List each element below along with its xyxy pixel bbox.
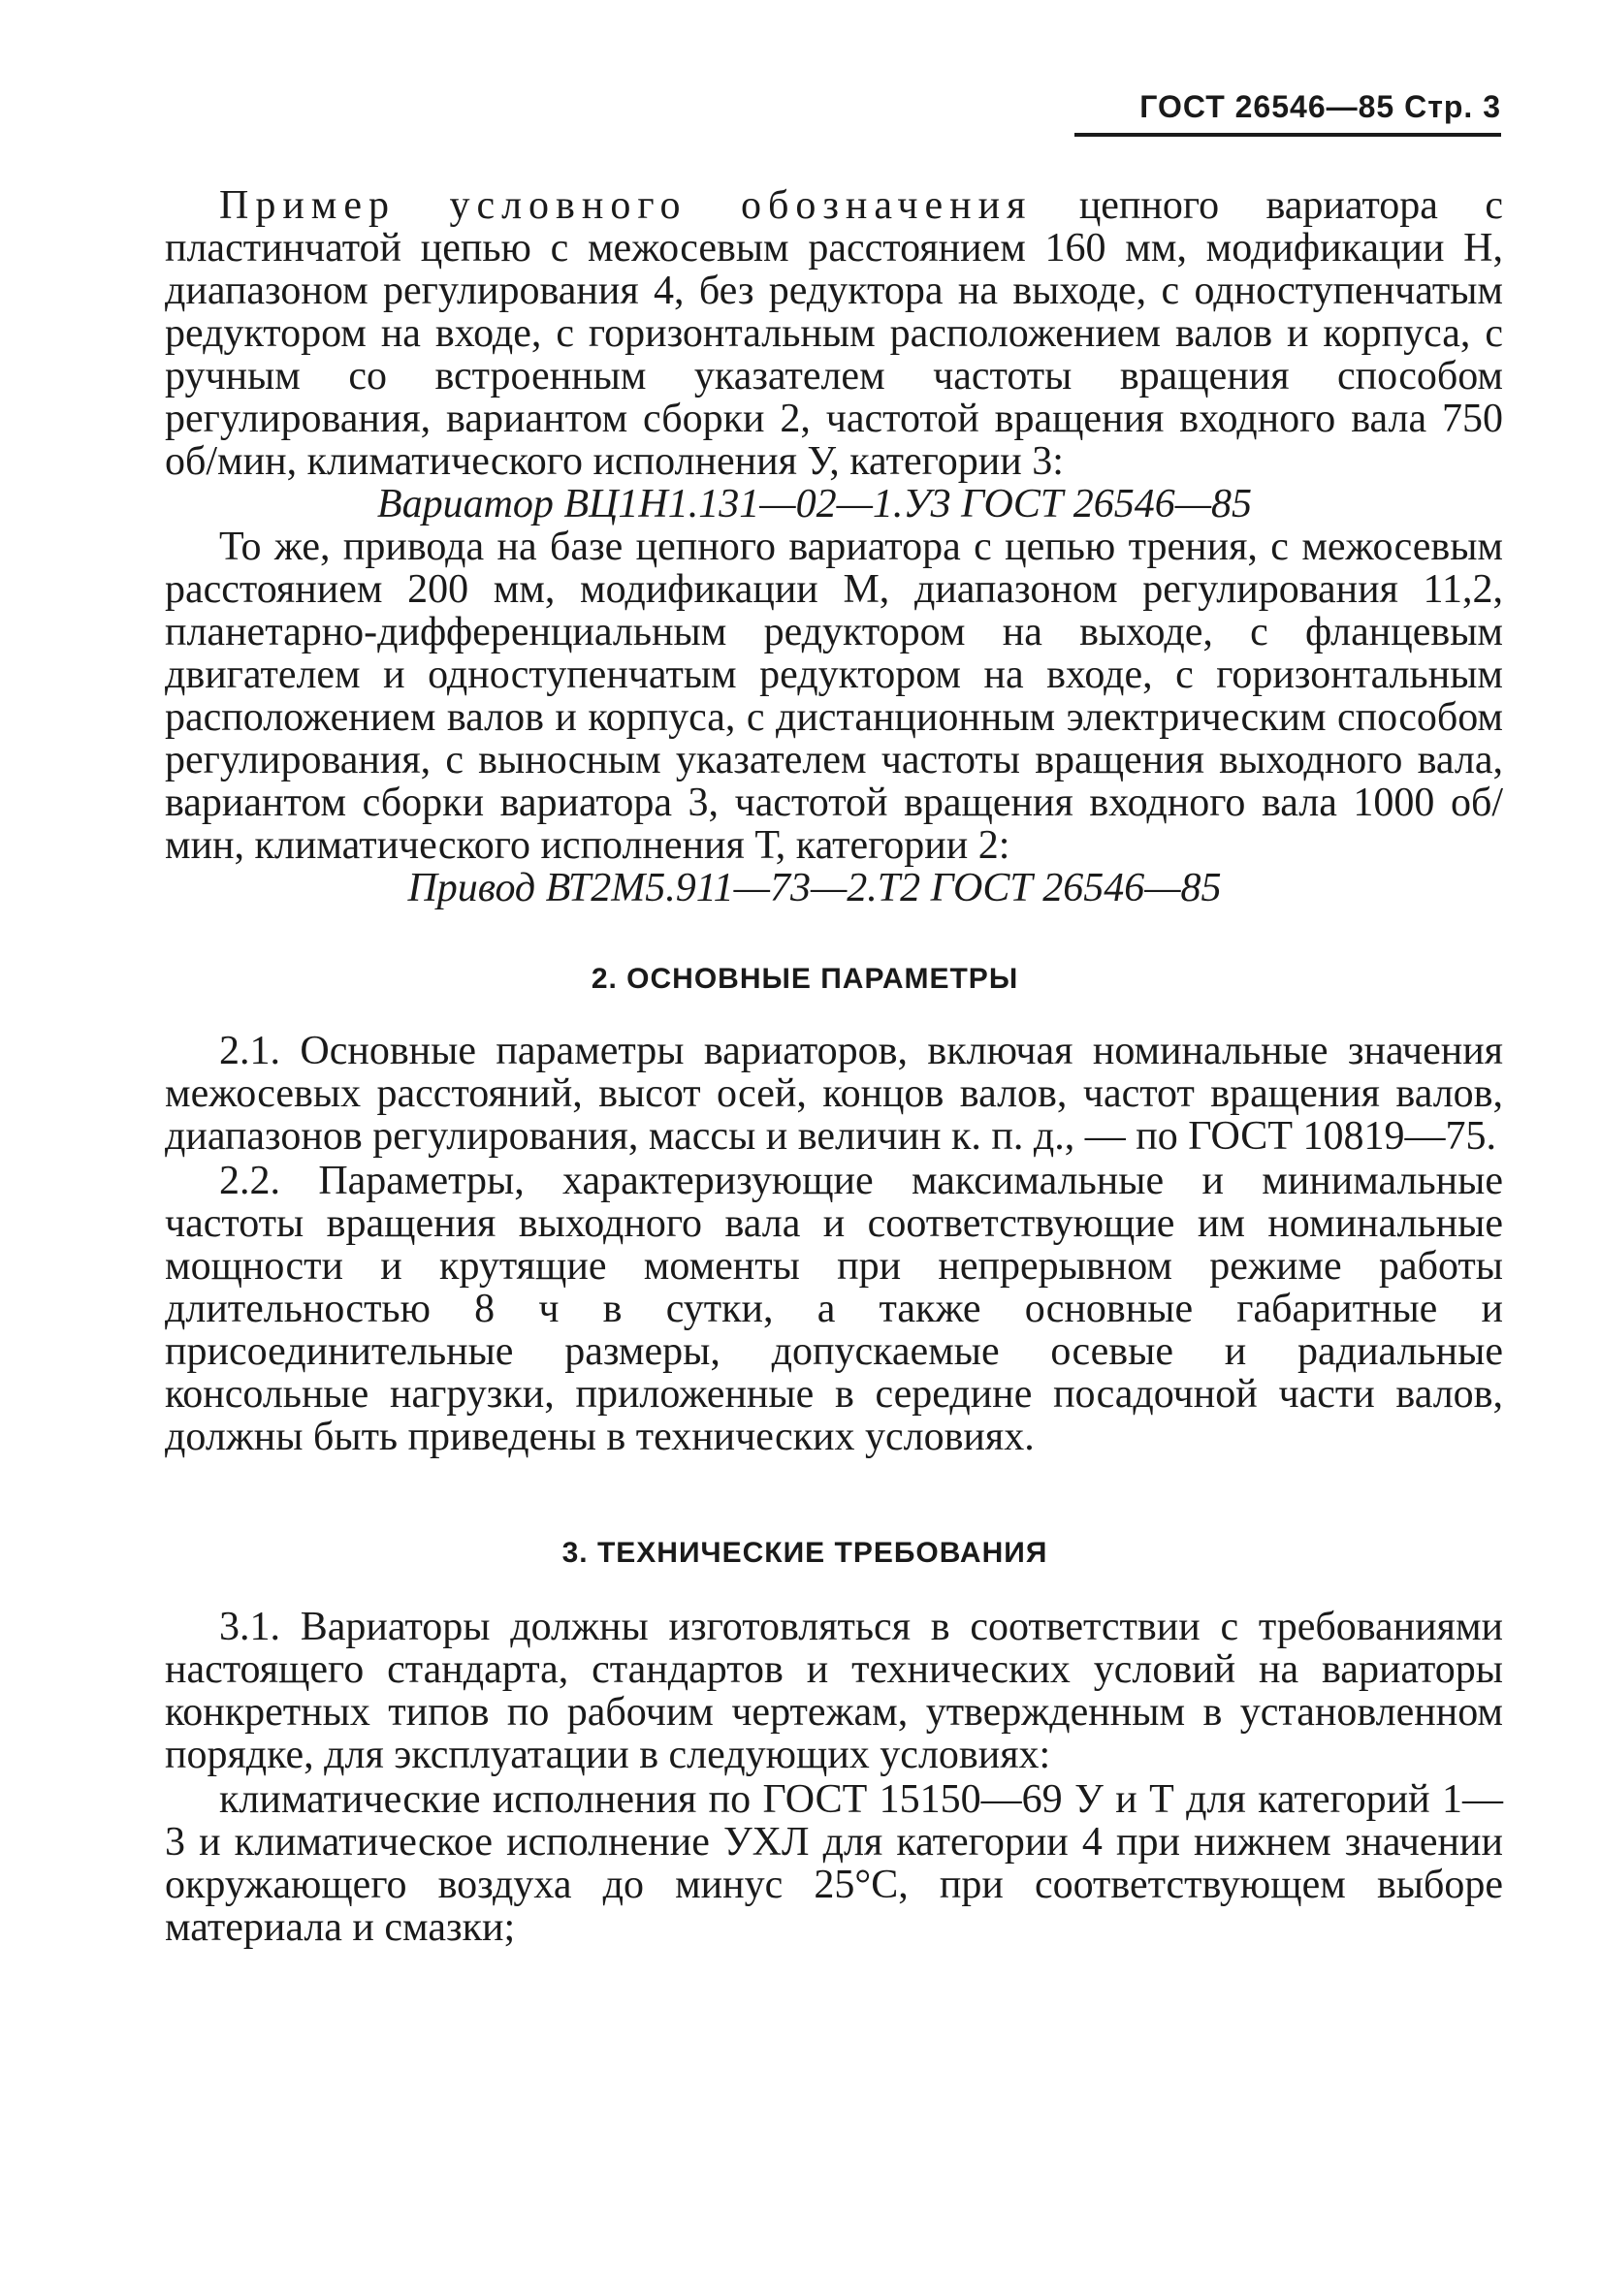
section-heading-3: 3. ТЕХНИЧЕСКИЕ ТРЕБОВАНИЯ [561,1537,1048,1569]
document-body [165,184,1503,1949]
clause-2-1: 2.1. Основные параметры вариаторов, включая номинальные значения межосевых расстояний, высот осей, концов валов, частот вращения валов, диапазонов регулирования, массы и величин к. п. д., — по ГОСТ 10819—75. [165,1029,1503,1159]
section-heading-2: 2. ОСНОВНЫЕ ПАРАМЕТРЫ [591,963,1019,995]
designation-formula-1: Вариатор ВЦ1Н1.131—02—1.У3 ГОСТ 26546—85 [376,482,1253,526]
example-paragraph-2: То же, привода на базе цепного вариатора с цепью трения, с межосевым расстоянием 200 мм, модификации М, диапазоном регулирования 11,2, планетарно-дифференциальным редуктором на выходе, с фланцевым двигателем и одноступенчатым редуктором на входе, с горизонтальным расположением валов и корпуса, с дистанционным электрическим способом регулирования, с выносным указателем частоты вращения выходного вала, вариантом сборки вариатора 3, частотой вращения входного вала 1000 об/мин, климатического исполнения Т, категории 2: [165,525,1503,868]
designation-formula-2: Привод ВТ2М5.911—73—2.Т2 ГОСТ 26546—85 [407,866,1222,910]
example-text-1: цепного вариатора с пластинчатой цепью с межосевым расстоянием 160 мм, модификации Н, диапазоном регулирования 4, без редуктора на выходе, с одноступенчатым редуктором на входе, с горизонтальным расположением валов и корпуса, с ручным со встроенным указателем частоты вращения способом регулирования, вариантом сборки 2, частотой вращения входного вала 750 об/мин, климатического исполнения У, категории 3: [165,183,1503,484]
page-header: ГОСТ 26546—85 Стр. 3 [1074,89,1501,137]
clause-3-1-climate: климатические исполнения по ГОСТ 15150—69 У и Т для категорий 1—3 и климатическое исполнение УХЛ для категории 4 при нижнем значении окружающего воздуха до минус 25°С, при соответствующем выборе материала и смазки; [165,1777,1503,1950]
example-lead: Пример условного обозначения [219,183,1033,228]
clause-2-2: 2.2. Параметры, характеризующие максимальные и минимальные частоты вращения выходного вала и соответствующие им номинальные мощности и крутящие моменты при непрерывном режиме работы длительностью 8 ч в сутки, а также основные габаритные и присоединительные размеры, допускаемые осевые и радиальные консольные нагрузки, приложенные в середине посадочной части валов, должны быть приведены в технических условиях. [165,1159,1503,1459]
example-paragraph-1 [165,184,1503,483]
clause-3-1: 3.1. Вариаторы должны изготовляться в соответствии с требованиями настоящего стандарта, стандартов и технических условий на вариаторы конкретных типов по рабочим чертежам, утвержденным в установленном порядке, для эксплуатации в следующих условиях: [165,1605,1503,1777]
